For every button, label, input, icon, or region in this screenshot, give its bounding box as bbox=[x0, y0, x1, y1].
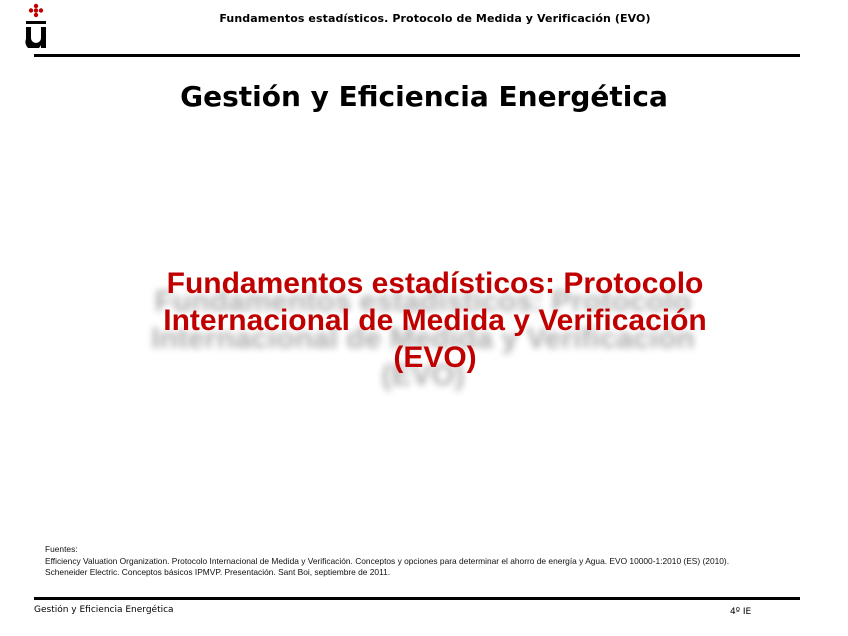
footer-course-name: Gestión y Eficiencia Energética bbox=[34, 605, 174, 615]
sources-heading: Fuentes: bbox=[45, 544, 78, 554]
subtitle-line-2: Internacional de Medida y Verificación bbox=[163, 304, 707, 337]
header-divider bbox=[34, 54, 800, 57]
slide-title: Gestión y Eficiencia Energética bbox=[180, 80, 668, 113]
footer-course-level: 4º IE bbox=[730, 607, 752, 617]
source-item: Efficiency Valuation Organization. Protocolo Internacional de Medida y Verificación. Conceptos y opciones para determinar el ahorro de energía y Agua. EVO 10000-1:2010 (ES) (2010). bbox=[45, 555, 730, 566]
subtitle-line-1: Fundamentos estadísticos: Protocolo bbox=[166, 267, 704, 300]
sources-block bbox=[45, 544, 835, 579]
university-logo-icon bbox=[22, 2, 50, 48]
slide-subtitle bbox=[60, 265, 810, 376]
subtitle-line-3: (EVO) bbox=[393, 341, 477, 374]
header-title: Fundamentos estadísticos. Protocolo de Medida y Verificación (EVO) bbox=[219, 12, 651, 25]
source-item: Scheneider Electric. Conceptos básicos IPMVP. Presentación. Sant Boi, septiembre de 2011. bbox=[45, 567, 391, 577]
footer-divider bbox=[34, 597, 800, 600]
